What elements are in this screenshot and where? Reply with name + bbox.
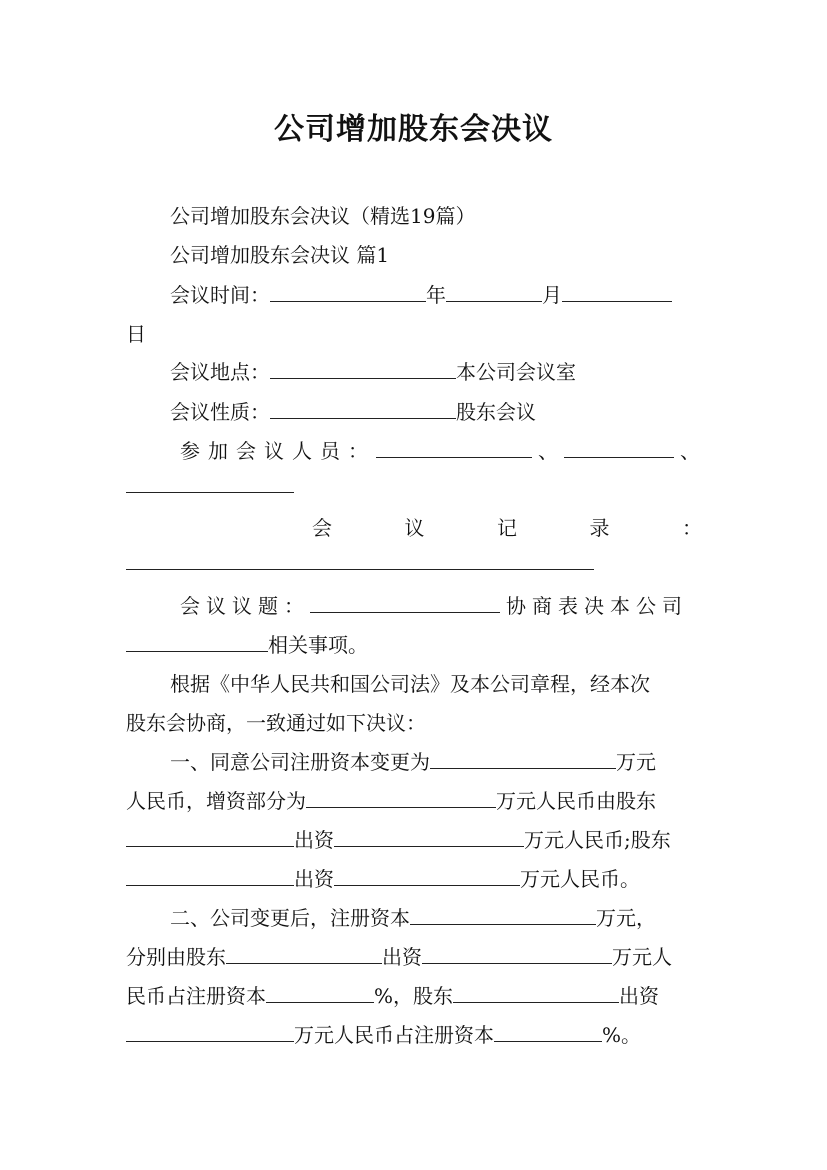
res2-text-h: 出资 — [619, 984, 660, 1008]
piece-heading: 公司增加股东会决议 篇1 — [170, 243, 390, 267]
meeting-place-line — [126, 356, 746, 385]
meeting-place-value: 本公司会议室 — [456, 360, 576, 384]
blank-shareholder-2 — [126, 885, 294, 886]
resolution2-line-2 — [126, 941, 702, 970]
recorder-char-3: 记 — [497, 516, 517, 540]
document-title: 公司增加股东会决议 — [274, 112, 553, 147]
resolution2-line-3 — [126, 980, 702, 1009]
res2-text-d: 出资 — [382, 945, 422, 969]
month-label: 月 — [542, 283, 562, 307]
attendees-sep-2: 、 — [680, 439, 700, 463]
basis-line-1: 根据《中华人民共和国公司法》及本公司章程，经本次 — [170, 672, 650, 696]
resolution1-line-4 — [126, 863, 702, 892]
day-label: 日 — [126, 322, 146, 346]
res2-text-f: 民币占注册资本 — [126, 984, 266, 1008]
res2-text-e: 万元人 — [612, 945, 672, 969]
blank-place — [270, 378, 456, 379]
blank-contribution-3 — [422, 963, 612, 964]
blank-percent-1 — [266, 1002, 374, 1003]
blank-company — [126, 651, 268, 652]
blank-attendee-3 — [126, 492, 294, 493]
res2-text-i: 万元人民币占注册资本 — [294, 1023, 494, 1047]
topic-text-2: 相关事项。 — [268, 633, 368, 657]
recorder-line — [312, 512, 702, 541]
attendees-line — [126, 435, 702, 464]
basis-line-2: 股东会协商，一致通过如下决议： — [126, 711, 426, 735]
res2-text-c: 分别由股东 — [126, 945, 226, 969]
year-label: 年 — [426, 283, 446, 307]
meeting-nature-line — [126, 396, 746, 425]
attendees-sep-1: 、 — [538, 439, 558, 463]
blank-topic — [310, 612, 500, 613]
res2-text-g: %，股东 — [374, 984, 454, 1008]
subtitle: 公司增加股东会决议（精选19篇） — [170, 204, 476, 228]
resolution1-line-2 — [126, 785, 702, 814]
recorder-char-2: 议 — [404, 516, 425, 540]
res1-text-g: 出资 — [294, 867, 334, 891]
recorder-char-1: 会 — [312, 516, 332, 540]
meeting-nature-value: 股东会议 — [456, 400, 536, 424]
blank-shareholder-4 — [453, 1002, 619, 1003]
meeting-place-label: 会议地点： — [170, 360, 270, 384]
topic-text-1: 协商表决本公司 — [506, 594, 688, 618]
topic-line-2 — [126, 629, 702, 658]
blank-shareholder-1 — [126, 846, 294, 847]
res1-text-c: 人民币，增资部分为 — [126, 789, 306, 813]
meeting-time-line — [126, 279, 746, 308]
res2-text-j: %。 — [602, 1023, 642, 1047]
blank-new-capital — [410, 924, 596, 925]
blank-contribution-4 — [126, 1041, 294, 1042]
res2-text-b: 万元， — [596, 906, 656, 930]
blank-year — [270, 301, 426, 302]
recorder-blank-line — [126, 551, 702, 575]
resolution1-line-1 — [126, 746, 746, 775]
resolution1-line-3 — [126, 824, 702, 853]
res1-text-d: 万元人民币由股东 — [496, 789, 656, 813]
blank-registered-capital — [430, 768, 616, 769]
blank-recorder — [126, 569, 594, 570]
res1-text-e: 出资 — [294, 828, 334, 852]
recorder-char-5: ： — [682, 516, 702, 540]
blank-percent-2 — [494, 1041, 602, 1042]
topic-label: 会议议题： — [180, 594, 310, 618]
meeting-time-label: 会议时间： — [170, 283, 270, 307]
blank-shareholder-3 — [226, 963, 382, 964]
resolution2-line-1 — [126, 902, 746, 931]
blank-day — [562, 301, 672, 302]
attendees-continued — [126, 474, 702, 498]
blank-increase — [306, 807, 496, 808]
attendees-label: 参加会议人员： — [180, 439, 376, 463]
res1-text-b: 万元 — [616, 750, 656, 774]
blank-nature — [270, 418, 456, 419]
res1-text-a: 一、同意公司注册资本变更为 — [170, 750, 430, 774]
topic-line — [126, 590, 702, 619]
resolution2-line-4 — [126, 1019, 702, 1048]
recorder-char-4: 录 — [589, 516, 610, 540]
blank-month — [446, 301, 542, 302]
blank-attendee-2 — [564, 457, 674, 458]
res1-text-h: 万元人民币。 — [520, 867, 640, 891]
meeting-nature-label: 会议性质： — [170, 400, 270, 424]
res2-text-a: 二、公司变更后，注册资本 — [170, 906, 410, 930]
blank-attendee-1 — [376, 457, 532, 458]
blank-contribution-2 — [334, 885, 520, 886]
blank-contribution-1 — [334, 846, 524, 847]
res1-text-f: 万元人民币;股东 — [524, 828, 671, 852]
